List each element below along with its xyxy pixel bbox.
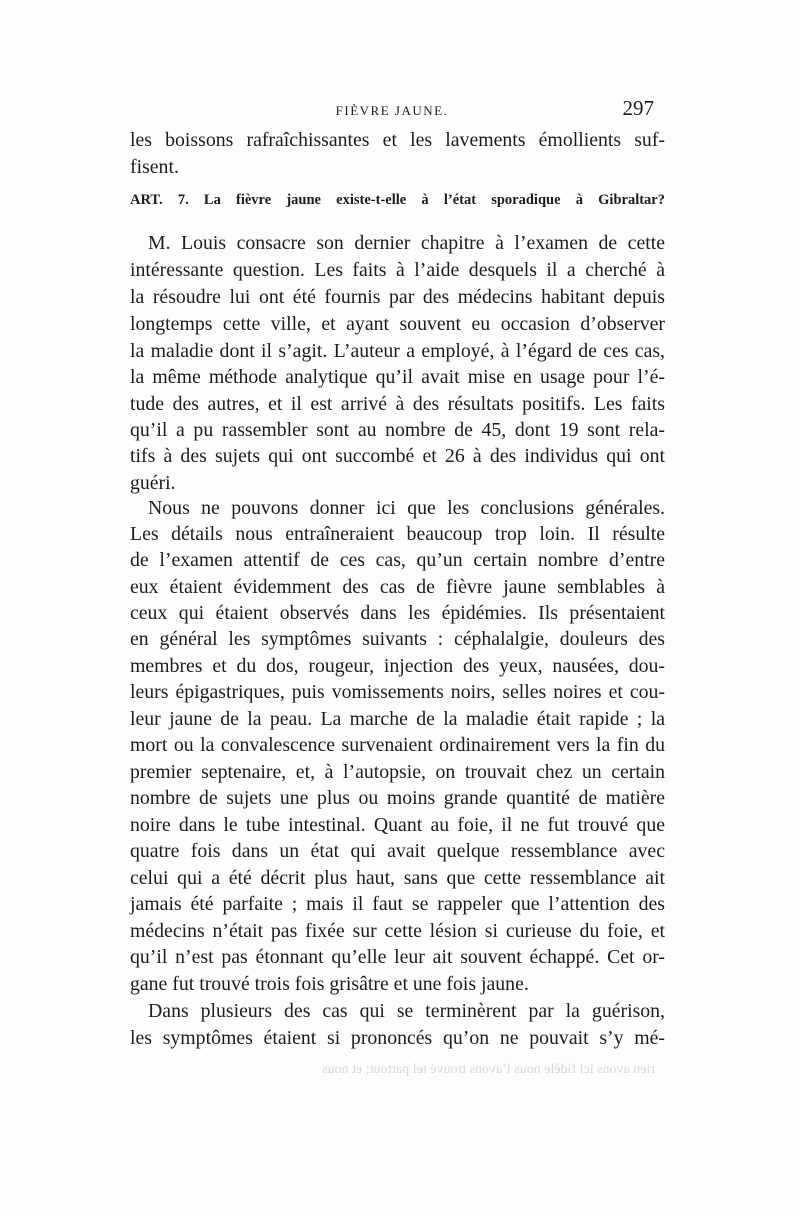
- paragraph-first-line: M. Louis consacre son dernier chapitre à l’examen de cette: [148, 232, 665, 254]
- text-line: guéri.: [130, 472, 176, 494]
- text-line: les boissons rafraîchissantes et les lavements émollients suf-: [130, 129, 665, 151]
- text-line: fisent.: [130, 156, 179, 178]
- text-line: noire dans le tube intestinal. Quant au foie, il ne fut trouvé que: [130, 814, 665, 836]
- paragraph-first-line: Dans plusieurs des cas qui se terminèrent par la guérison,: [148, 1000, 665, 1022]
- text-line: tifs à des sujets qui ont succombé et 26 à des individus qui ont: [130, 445, 665, 467]
- text-line: en général les symptômes suivants : céphalalgie, douleurs des: [130, 628, 665, 650]
- page-number: 297: [622, 96, 654, 120]
- text-line: intéressante question. Les faits à l’aide desquels il a cherché à: [130, 259, 665, 281]
- paragraph-first-line: Nous ne pouvons donner ici que les conclusions générales.: [148, 497, 665, 519]
- text-line: qu’il a pu rassembler sont au nombre de 45, dont 19 sont rela-: [130, 419, 665, 441]
- text-line: leurs épigastriques, puis vomissements noirs, selles noires et cou-: [130, 681, 665, 703]
- text-line: la maladie dont il s’agit. L’auteur a employé, à l’égard de ces cas,: [130, 340, 665, 362]
- text-line: Les détails nous entraîneraient beaucoup trop loin. Il résulte: [130, 523, 665, 545]
- text-line: quatre fois dans un état qui avait quelque ressemblance avec: [130, 840, 665, 862]
- text-line: tude des autres, et il est arrivé à des résultats positifs. Les faits: [130, 393, 665, 415]
- text-line: de l’examen attentif de ces cas, qu’un certain nombre d’entre: [130, 549, 665, 571]
- text-line: ceux qui étaient observés dans les épidémies. Ils présentaient: [130, 602, 665, 624]
- running-title: FIÈVRE JAUNE.: [335, 103, 449, 118]
- text-line: la même méthode analytique qu’il avait mise en usage pour l’é-: [130, 366, 665, 388]
- article-heading: ART. 7. La fièvre jaune existe-t-elle à l’état sporadique à Gibraltar?: [130, 192, 665, 208]
- text-line: la résoudre lui ont été fournis par des médecins habitant depuis: [130, 286, 665, 308]
- text-line: médecins n’était pas fixée sur cette lésion si curieuse du foie, et: [130, 920, 665, 942]
- text-line: longtemps cette ville, et ayant souvent eu occasion d’observer: [130, 313, 665, 335]
- text-line: premier septenaire, et, à l’autopsie, on trouvait chez un certain: [130, 761, 665, 783]
- text-line: jamais été parfaite ; mais il faut se rappeler que l’attention des: [130, 893, 665, 915]
- text-line: membres et du dos, rougeur, injection des yeux, nausées, dou-: [130, 655, 665, 677]
- text-line: mort ou la convalescence survenaient ordinairement vers la fin du: [130, 734, 665, 756]
- running-head: [128, 96, 656, 126]
- text-line: gane fut trouvé trois fois grisâtre et une fois jaune.: [130, 973, 529, 995]
- text-line: qu’il n’est pas étonnant qu’elle leur ait souvent échappé. Cet or-: [130, 946, 665, 968]
- text-line: celui qui a été décrit plus haut, sans que cette ressemblance ait: [130, 867, 665, 889]
- show-through-text: rien avons ici fidèle nous l’avons trouvé tel partout; et nous: [322, 1062, 655, 1077]
- text-line: nombre de sujets une plus ou moins grande quantité de matière: [130, 787, 665, 809]
- text-line: eux étaient évidemment des cas de fièvre jaune semblables à: [130, 576, 665, 598]
- text-line: les symptômes étaient si prononcés qu’on ne pouvait s’y mé-: [130, 1027, 665, 1049]
- text-line: leur jaune de la peau. La marche de la maladie était rapide ; la: [130, 708, 665, 730]
